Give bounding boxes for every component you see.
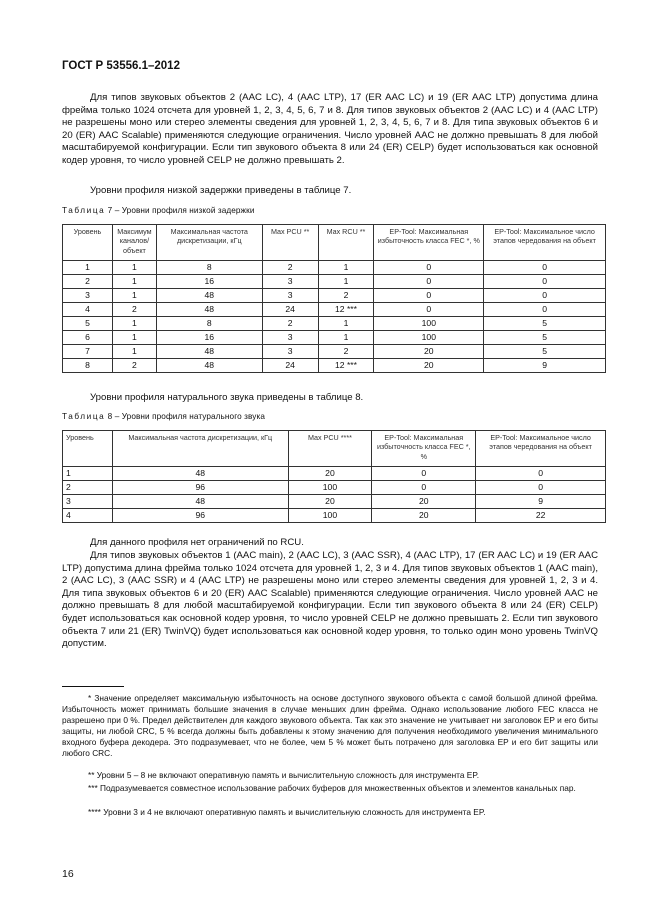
table-cell: 0 bbox=[372, 467, 476, 481]
table-cell: 3 bbox=[262, 345, 318, 359]
table7-header-fec-redundancy: EP-Tool: Максимальная избыточность класса FEC *, % bbox=[374, 225, 484, 261]
table-cell: 8 bbox=[156, 317, 262, 331]
table7-header-max-rcu: Max RCU ** bbox=[318, 225, 374, 261]
table-cell: 1 bbox=[112, 261, 156, 275]
table8-caption-text: 8 – Уровни профиля натурального звука bbox=[105, 412, 265, 421]
paragraph-table8-intro: Уровни профиля натурального звука приведены в таблице 8. bbox=[90, 392, 364, 403]
table-cell: 22 bbox=[476, 509, 606, 523]
table-row bbox=[63, 289, 606, 303]
table-cell: 1 bbox=[112, 317, 156, 331]
table-cell: 48 bbox=[112, 467, 288, 481]
table-cell: 1 bbox=[318, 275, 374, 289]
table-cell: 1 bbox=[318, 331, 374, 345]
paragraph-no-rcu-limits: Для данного профиля нет ограничений по RCU. bbox=[90, 537, 304, 548]
table-cell: 16 bbox=[156, 331, 262, 345]
table-cell: 12 *** bbox=[318, 359, 374, 373]
table-row bbox=[63, 495, 606, 509]
page-number: 16 bbox=[62, 868, 74, 880]
footnote-levels-5-8: ** Уровни 5 – 8 не включают оперативную память и вычислительную сложность для инструмента EP. bbox=[88, 770, 480, 780]
table-cell: 0 bbox=[484, 261, 606, 275]
paragraph-table7-intro: Уровни профиля низкой задержки приведены в таблице 7. bbox=[90, 185, 352, 196]
paragraph-natural-audio-constraints: Для типов звуковых объектов 1 (AAC main), 2 (AAC LC), 3 (AAC SSR), 4 (AAC LTP), 17 (ER AAC LC) и 19 (ER AAC LTP) допустима длина фрейма только 1024 отсчета для уровней 1, 2, 3 и 4. Для типов звуковых объектов 1 (AAC main), 2 (AAC LC), 3 (AAC SSR) и 4 (AAC LTP) не разрешены моно или стерео элементы сведения для уровней 1, 2, 3 и 4. Для типа звуковых объектов 6 и 20 (ER) AAC Scalable) применяются следующие ограничения. Число уровней AAC не должно превышать 8 для любой масштабируемой конфигурации. Если тип звукового объекта 8 или 24 (ER) CELP) будет использоваться как основной кодер уровня, то число уровней CELP не должно превышать 2. Если тип звукового объекта 7 или 21 (ER) TwinVQ) будет использоваться как основной кодер уровня, то только один моно уровень TwinVQ допустим. bbox=[62, 550, 598, 650]
table-row bbox=[63, 303, 606, 317]
table8-caption bbox=[62, 412, 265, 421]
document-header: ГОСТ Р 53556.1–2012 bbox=[62, 60, 180, 72]
table-cell: 1 bbox=[63, 261, 113, 275]
table-cell: 2 bbox=[63, 275, 113, 289]
table8-header-interleave-stages: EP-Tool: Максимальное число этапов чередования на объект bbox=[476, 431, 606, 467]
table-cell: 1 bbox=[112, 289, 156, 303]
table-cell: 5 bbox=[63, 317, 113, 331]
table7-caption bbox=[62, 206, 255, 215]
table-cell: 48 bbox=[112, 495, 288, 509]
table-row bbox=[63, 359, 606, 373]
table8-header-max-sampling-rate: Максимальная частота дискретизации, кГц bbox=[112, 431, 288, 467]
table-cell: 20 bbox=[288, 495, 372, 509]
table-cell: 0 bbox=[484, 289, 606, 303]
table-cell: 9 bbox=[476, 495, 606, 509]
table-cell: 48 bbox=[156, 359, 262, 373]
table-cell: 3 bbox=[63, 289, 113, 303]
table-cell: 5 bbox=[484, 331, 606, 345]
table-cell: 2 bbox=[63, 481, 113, 495]
table-cell: 1 bbox=[112, 345, 156, 359]
table7-header-level: Уровень bbox=[63, 225, 113, 261]
table8-header-max-pcu: Max PCU **** bbox=[288, 431, 372, 467]
table-cell: 1 bbox=[112, 331, 156, 345]
table-row bbox=[63, 317, 606, 331]
table8-header-level: Уровень bbox=[63, 431, 113, 467]
table-cell: 100 bbox=[288, 481, 372, 495]
table-cell: 12 *** bbox=[318, 303, 374, 317]
table7-low-delay-levels bbox=[62, 224, 606, 373]
table-cell: 1 bbox=[112, 275, 156, 289]
table-cell: 100 bbox=[374, 331, 484, 345]
table-cell: 6 bbox=[63, 331, 113, 345]
table-row bbox=[63, 275, 606, 289]
table-cell: 0 bbox=[372, 481, 476, 495]
paragraph-frame-length-low-delay: Для типов звуковых объектов 2 (AAC LC), 4 (AAC LTP), 17 (ER AAC LC) и 19 (ER AAC LTP) допустима длина фрейма только 1024 отсчета для уровней 1, 2, 3, 4, 5, 6, 7 и 8. Для типов звуковых объектов 2 (AAC LC) и 4 (AAC LTP) не разрешены моно или стерео элементы сведения для уровней 1, 2, 3, 4, 5, 6, 7 и 8. Для типа звуковых объектов 6 и 20 (ER) AAC Scalable) применяются следующие ограничения. Число уровней AAC не должно превышать 8 для любой масштабируемой конфигурации. Если тип звукового объекта 8 или 24 (ER) CELP) будет использоваться как основной кодер уровня, то число уровней CELP не должно превышать 2. bbox=[62, 92, 598, 166]
table-cell: 4 bbox=[63, 303, 113, 317]
table-cell: 0 bbox=[484, 275, 606, 289]
table-cell: 100 bbox=[288, 509, 372, 523]
table7-header-max-pcu: Max PCU ** bbox=[262, 225, 318, 261]
table7-header-max-channels: Максимум каналов/ объект bbox=[112, 225, 156, 261]
table-row bbox=[63, 509, 606, 523]
table-row bbox=[63, 467, 606, 481]
table-cell: 1 bbox=[318, 317, 374, 331]
table-cell: 20 bbox=[288, 467, 372, 481]
table-cell: 3 bbox=[262, 289, 318, 303]
table-cell: 24 bbox=[262, 359, 318, 373]
table-cell: 2 bbox=[318, 345, 374, 359]
table-cell: 1 bbox=[318, 261, 374, 275]
table-cell: 48 bbox=[156, 303, 262, 317]
table-cell: 2 bbox=[112, 303, 156, 317]
footnote-levels-3-4: **** Уровни 3 и 4 не включают оперативную память и вычислительную сложность для инструмента EP. bbox=[88, 807, 486, 817]
table8-natural-audio-levels bbox=[62, 430, 606, 523]
table-row bbox=[63, 345, 606, 359]
table-cell: 0 bbox=[374, 289, 484, 303]
table-cell: 9 bbox=[484, 359, 606, 373]
table-cell: 96 bbox=[112, 509, 288, 523]
table7-header-max-sampling-rate: Максимальная частота дискретизации, кГц bbox=[156, 225, 262, 261]
table-cell: 20 bbox=[372, 495, 476, 509]
table-cell: 0 bbox=[476, 467, 606, 481]
table-row bbox=[63, 261, 606, 275]
table-cell: 2 bbox=[318, 289, 374, 303]
table-cell: 0 bbox=[374, 275, 484, 289]
table-cell: 2 bbox=[262, 261, 318, 275]
table-cell: 0 bbox=[374, 261, 484, 275]
table-cell: 8 bbox=[156, 261, 262, 275]
table-cell: 20 bbox=[374, 359, 484, 373]
table8-caption-lead: Таблица bbox=[62, 412, 106, 421]
table-cell: 3 bbox=[262, 331, 318, 345]
table8-header-fec-redundancy: EP-Tool: Максимальная избыточность класса FEC *, % bbox=[372, 431, 476, 467]
table-cell: 20 bbox=[374, 345, 484, 359]
table-cell: 20 bbox=[372, 509, 476, 523]
footnote-separator bbox=[62, 686, 124, 687]
table-cell: 100 bbox=[374, 317, 484, 331]
table-cell: 1 bbox=[63, 467, 113, 481]
table-cell: 5 bbox=[484, 317, 606, 331]
footnote-shared-buffers: *** Подразумевается совместное использование рабочих буферов для множественных объектов и элементов канальных пар. bbox=[88, 783, 576, 793]
table-cell: 48 bbox=[156, 289, 262, 303]
footnote-fec-redundancy: * Значение определяет максимальную избыточность на основе доступного звукового объекта с самой большой длиной фрейма. Избыточность может принимать большие значения в случае меньших длин фрейма. Однако использование любого FEC класса не разрешено при 0 %. Предел действителен для каждого звукового объекта. Так как это значение не учитывает ни заголовок EP и его биты защиты, ни любой CRC, 5 % всегда должны быть добавлены к этому значению для получения необходимого увеличения минимального входного буфера декодера. Это подразумевает, что не более, чем 5 % может быть потрачено для заголовка EP и его бит защиты или любого CRC. bbox=[62, 693, 598, 758]
table-cell: 48 bbox=[156, 345, 262, 359]
table-cell: 7 bbox=[63, 345, 113, 359]
table-cell: 5 bbox=[484, 345, 606, 359]
table-cell: 0 bbox=[476, 481, 606, 495]
table-cell: 96 bbox=[112, 481, 288, 495]
table7-header-interleave-stages: EP-Tool: Максимальное число этапов чередования на объект bbox=[484, 225, 606, 261]
table-row bbox=[63, 481, 606, 495]
table-cell: 24 bbox=[262, 303, 318, 317]
table7-caption-lead: Таблица bbox=[62, 206, 106, 215]
table-cell: 3 bbox=[63, 495, 113, 509]
table-row bbox=[63, 331, 606, 345]
table-cell: 8 bbox=[63, 359, 113, 373]
table-cell: 3 bbox=[262, 275, 318, 289]
table-cell: 0 bbox=[374, 303, 484, 317]
table-cell: 0 bbox=[484, 303, 606, 317]
table-cell: 2 bbox=[112, 359, 156, 373]
table7-caption-text: 7 – Уровни профиля низкой задержки bbox=[105, 206, 255, 215]
table-cell: 2 bbox=[262, 317, 318, 331]
table-cell: 16 bbox=[156, 275, 262, 289]
table-cell: 4 bbox=[63, 509, 113, 523]
